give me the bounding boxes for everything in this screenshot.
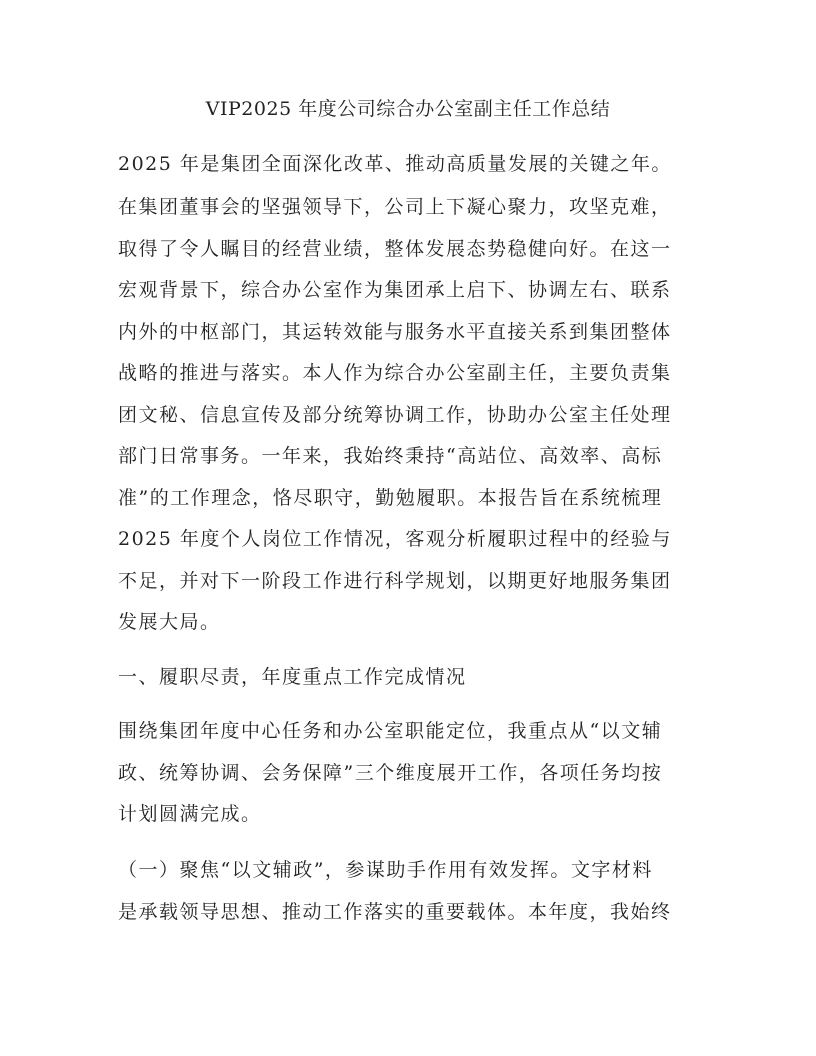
intro-line-3: 取得了令人瞩目的经营业绩，整体发展态势稳健向好。在这一 — [118, 238, 672, 260]
intro-line-2: 在集团董事会的坚强领导下，公司上下凝心聚力，攻坚克难， — [118, 196, 672, 218]
intro-line-4: 宏观背景下，综合办公室作为集团承上启下、协调左右、联系 — [118, 279, 672, 301]
intro-line-9: 准”的工作理念，恪尽职守，勤勉履职。本报告旨在系统梳理 — [118, 487, 663, 509]
subsection1-line-2: 是承载领导思想、推动工作落实的重要载体。本年度，我始终 — [118, 901, 672, 923]
section-heading-1: 一、履职尽责，年度重点工作完成情况 — [118, 666, 467, 688]
intro-line-8: 部门日常事务。一年来，我始终秉持“高站位、高效率、高标 — [118, 445, 663, 467]
document-title: VIP2025 年度公司综合办公室副主任工作总结 — [205, 98, 611, 120]
intro-line-7: 团文秘、信息宣传及部分统筹协调工作，协助办公室主任处理 — [118, 404, 672, 426]
intro-line-6: 战略的推进与落实。本人作为综合办公室副主任，主要负责集 — [118, 362, 672, 384]
section1-line-1: 围绕集团年度中心任务和办公室职能定位，我重点从“以文辅 — [118, 720, 663, 742]
subsection1-line-1: （一）聚焦“以文辅政”，参谋助手作用有效发挥。文字材料 — [118, 859, 653, 881]
intro-line-1: 2025 年是集团全面深化改革、推动高质量发展的关键之年。 — [118, 153, 672, 175]
intro-line-10: 2025 年度个人岗位工作情况，客观分析履职过程中的经验与 — [118, 528, 672, 550]
intro-line-11: 不足，并对下一阶段工作进行科学规划，以期更好地服务集团 — [118, 570, 672, 592]
section1-line-3: 计划圆满完成。 — [118, 803, 262, 825]
intro-line-12: 发展大局。 — [118, 611, 221, 633]
section1-line-2: 政、统筹协调、会务保障”三个维度展开工作，各项任务均按 — [118, 762, 663, 784]
intro-line-5: 内外的中枢部门，其运转效能与服务水平直接关系到集团整体 — [118, 321, 672, 343]
